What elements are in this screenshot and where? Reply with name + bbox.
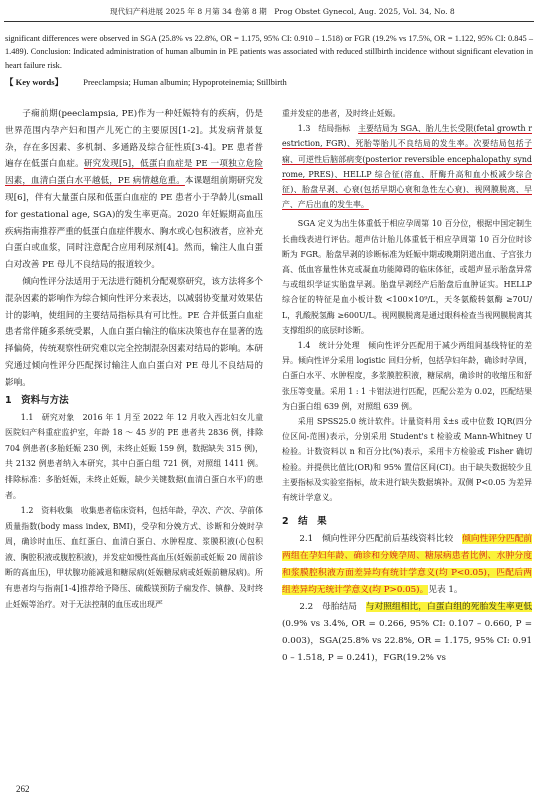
intro-paragraph-2: 倾向性评分法适用于无法进行随机分配观察研究，该方法将多个混杂因素的影响作为综合倾向性评分来表达，以减弱协变量对效果估计的影响，使组间的主要结局指标具有可比性。PE 合并低蛋白血症患者常伴随多系统受累，人血白蛋白输注的临床决策也存在显著的选择偏倚，传统观察性研究难以完全控制混杂因素对结局的影响。本研究通过倾向性评分匹配探讨输注人血白蛋白对 PE 母儿不良结局的影响。	[5, 276, 263, 388]
section-1-2-title: 1.2 资料收集	[20, 506, 73, 516]
section-1-1-text: 2016 年 1 月至 2022 年 12 月收入西北妇女儿童医院妇产科重症监护室，年龄 18 ～ 45 岁的 PE 患者共 2836 例，排除 704 例患者(多胎妊娠 230 例，未终止妊娠 159 例，数据缺失 315 例)，共 2132 例患者纳入本研究，其中白蛋白组 721 例，对照组 1411 例。排除标准：多胎妊娠，未终止妊娠，缺少关键数据(血清白蛋白水平)的患者。	[5, 412, 263, 500]
section-1-2	[5, 503, 263, 612]
section-2-2-highlighted: 与对照组相比，白蛋白组的死胎发生率更低	[365, 602, 533, 613]
intro-paragraph-1	[5, 106, 263, 274]
section-1-4	[282, 338, 532, 414]
abstract-english: significant differences were observed in SGA (25.8% vs 22.8%, OR = 1.175, 95% CI: 0.910 – 1.518) or FGR (19.2% vs 17.5%, OR = 1.122, 95% CI: 0.845 – 1.489). Conclusion: Indicated administration of human albumin in PE patients was associated with reduced stillbirth incidence without significant elevation in heart failure risk.	[5, 34, 533, 70]
statistics-paragraph: 采用 SPSS25.0 统计软件。计量资料用 x̄±s 或中位数 IQR(四分位区间-范围)表示，分别采用 Student's t 检验或 Mann-Whitney U 检验。计数资料以 n 和百分比(%)表示，采用卡方检验或 Fisher 确切检验。并提供比值比(OR)和 95% 置信区间(CI)。由于缺失数据较少且主要指标及实验室指标，故未进行缺失数据填补。双侧 P<0.05 为差异有统计学意义。	[282, 417, 532, 503]
section-2-1	[282, 531, 532, 599]
section-heading-methods: 1 资料与方法	[5, 394, 69, 406]
section-1-3	[282, 121, 532, 212]
section-heading-results: 2 结 果	[282, 516, 327, 528]
section-1-2-text: 收集患者临床资料，包括年龄，孕次、产次、孕前体质量指数(body mass index, BMI)，受孕和分娩方式、诊断和分娩时孕周，确诊时血压、血红蛋白、血清白蛋白、水肿程度、浆膜积液(心包积液、胸腔积液或腹腔积液)，并发症如慢性高血压(妊娠前或妊娠 20 周前诊断的高血压)，甲状腺功能减退和糖尿病(妊娠糖尿病或妊娠前糖尿病)。所有患者均与指南[1-4]推荐给予降压、硫酸镁预防子痫发作、镇静、及时终止妊娠等治疗。对于无法控制的血压或出现严	[5, 506, 263, 609]
right-column	[282, 106, 532, 667]
section-2-1-tail: 见表 1。	[428, 585, 463, 596]
continuation-text: 重并发症的患者，及时终止妊娠。	[282, 109, 401, 118]
left-column	[5, 106, 263, 612]
header-rule	[4, 21, 534, 22]
section-2-2-tail: (0.9% vs 3.4%, OR = 0.266, 95% CI: 0.107 – 0.660, P = 0.003)，SGA(25.8% vs 22.8%, OR = 1.175, 95% CI: 0.910 – 1.518, P = 0.241)，FGR(19.2% vs	[282, 619, 532, 664]
definitions-paragraph: SGA 定义为出生体重低于相应孕周第 10 百分位，根据中国定制生长曲线表进行评估。超声估计胎儿体重低于相应孕周第 10 百分位时诊断为 FGR。胎盘早剥的诊断标准为妊娠中期或晚期阴道出血、子宫张力高、低血容量性休克或凝血功能障碍的临床体征，或超声显示胎盘异常与或组织学证实胎盘早剥。胎盘早剥经产后胎盘后血肿证实。HELLP 综合征的特征是血小板计数 <100×10⁹/L，天冬氨酸转氨酶 ≥70U/L，乳酸脱氢酶 ≥600U/L。视网膜脱离是通过眼科检查当视网膜脱离其支撑组织的底层时诊断。	[282, 219, 532, 335]
intro-text-underlined: 研究发现[5]，低蛋白血症是 PE 一项独立危险因素，血清白蛋白水平越低，PE 病情越危重。	[5, 159, 263, 187]
section-2-2	[282, 599, 532, 667]
section-2-1-highlighted: 倾向性评分匹配前两组在孕妇年龄、确诊和分娩孕周、糖尿病患者比例、水肿分度和浆膜腔积液方面差异均有统计学意义(均 P<0.05)，匹配后两组差异均无统计学意义(均 P>0.05)。	[282, 534, 533, 596]
keywords-line	[5, 76, 533, 89]
section-1-4-text: 倾向性评分匹配用于减少两组间基线特征的差异。倾向性评分采用 logistic 回归分析，包括孕妇年龄，确诊时孕周，白蛋白水平、水肿程度，多浆膜腔积液，糖尿病，确诊时的收缩压和舒张压等变量。采用 1 : 1 卡钳法进行匹配，匹配公差为 0.02，匹配结果为白蛋白组 639 例，对照组 639 例。	[282, 341, 532, 411]
section-1-3-primary-underlined: 主要结局为 SGA、胎儿生长受限(fetal growth restriction, FGR)、死胎等胎儿不良结局的发生率。	[282, 124, 532, 149]
page-number: 262	[16, 784, 30, 794]
section-2-1-title: 2.1 倾向性评分匹配前后基线资料比较	[299, 534, 454, 545]
keywords-label: 【 Key words】	[5, 77, 64, 87]
running-header: 现代妇产科进展 2025 年 8 月第 34 卷第 8 期 Prog Obstet Gynecol, Aug. 2025, Vol. 34, No. 8	[110, 7, 455, 16]
section-1-1-title: 1.1 研究对象	[20, 412, 75, 422]
section-2-2-title: 2.2 母胎结局	[299, 602, 358, 613]
section-1-3-title: 1.3 结局指标	[297, 124, 351, 134]
section-1-4-title: 1.4 统计分处理	[297, 341, 360, 351]
section-1-1	[5, 410, 263, 504]
keywords-text: Preeclampsia; Human albumin; Hypoproteinemia; Stillbirth	[83, 77, 287, 87]
intro-text-c: 本课题组前期研究发现[6]，伴有大量蛋白尿和低蛋白血症的 PE 患者小于孕龄儿(small for gestational age, SGA)的发生率更高。2020 年妊娠期高血压疾病指南推荐严重的低蛋白血症伴腹水、胸水或心包积液者，应补充白蛋白或血浆，同时注意配合应用利尿剂[4]。然而，输注人血白蛋白对改善 PE 母儿不良结局的报道较少。	[5, 176, 263, 271]
section-1-3-secondary-underlined: 次要结局包括子痫、可逆性后脑部病变(posterior reversible encephalopathy syndrome, PRES)、HELLP 综合征(溶血、肝酶升高和血小板减少综合征)、胎盘早剥、心衰(包括早期心衰和急性左心衰)、视网膜脱离、早产、产后出血的发生率。	[282, 139, 532, 210]
intro-text-a: 子痫前期(peeclampsia, PE)作为一种妊娠特有的疾病，仍是世界范围内孕产妇和围产儿死亡的主要原因[1-2]。其发病背景复杂，存在多因素、多机制、多通路及综合征性质[3-4]。PE 患者普遍存在低蛋白血症。	[5, 109, 263, 170]
